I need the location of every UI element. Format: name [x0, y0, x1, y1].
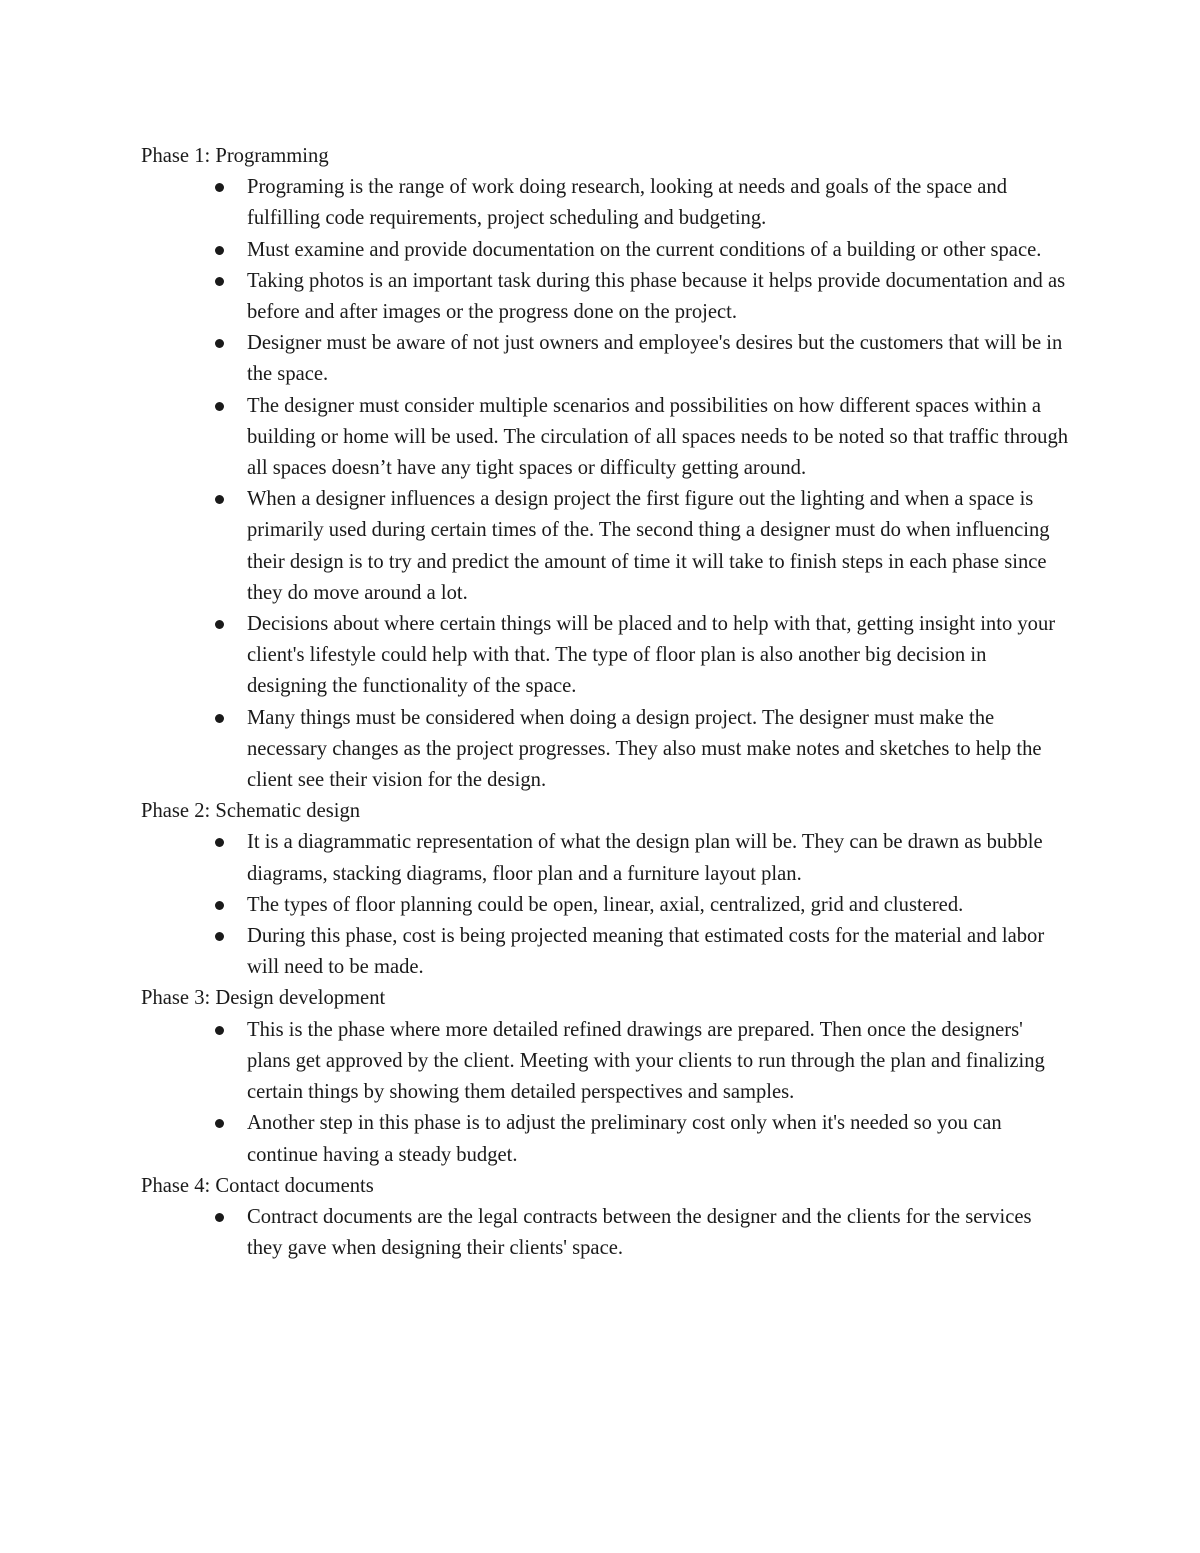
document-body	[141, 141, 1071, 1264]
bullet-item	[247, 921, 1071, 983]
bullet-text: When a designer influences a design project the first figure out the lighting and when a space is primarily used during certain times of the. The second thing a designer must do when influencing their design is to try and predict the amount of time it will take to finish steps in each phase since they do move around a lot.	[247, 488, 1050, 604]
bullet-icon	[215, 246, 224, 255]
phase-heading: Phase 4: Contact documents	[141, 1174, 374, 1197]
bullet-text: This is the phase where more detailed refined drawings are prepared. Then once the designers' plans get approved by the client. Meeting with your clients to run through the plan and finalizing certain things by showing them detailed perspectives and samples.	[247, 1018, 1045, 1104]
bullet-icon	[215, 402, 224, 411]
bullet-icon	[215, 620, 224, 629]
bullet-icon	[215, 714, 224, 723]
phase-section-1	[141, 141, 1071, 796]
bullet-text: Must examine and provide documentation on the current conditions of a building or other space.	[247, 238, 1042, 261]
bullet-icon	[215, 838, 224, 847]
bullet-list	[141, 827, 1071, 983]
bullet-item	[247, 235, 1071, 266]
bullet-text: Contract documents are the legal contracts between the designer and the clients for the services they gave when designing their clients' space.	[247, 1205, 1032, 1260]
bullet-icon	[215, 1119, 224, 1128]
bullet-icon	[215, 1026, 224, 1035]
bullet-text: Many things must be considered when doing a design project. The designer must make the necessary changes as the project progresses. They also must make notes and sketches to help the client see their vision for the design.	[247, 706, 1042, 792]
bullet-icon	[215, 183, 224, 192]
bullet-item	[247, 703, 1071, 797]
bullet-icon	[215, 901, 224, 910]
phase-section-2	[141, 796, 1071, 983]
phase-section-4	[141, 1171, 1071, 1265]
bullet-icon	[215, 339, 224, 348]
bullet-item	[247, 609, 1071, 703]
bullet-icon	[215, 932, 224, 941]
bullet-item	[247, 172, 1071, 234]
bullet-item	[247, 1015, 1071, 1109]
bullet-item	[247, 266, 1071, 328]
bullet-item	[247, 328, 1071, 390]
bullet-text: Another step in this phase is to adjust the preliminary cost only when it's needed so you can continue having a steady budget.	[247, 1112, 1002, 1166]
bullet-item	[247, 1108, 1071, 1170]
bullet-text: Decisions about where certain things will be placed and to help with that, getting insight into your client's lifestyle could help with that. The type of floor plan is also another big decision in designing the functionality of the space.	[247, 613, 1056, 698]
bullet-item	[247, 391, 1071, 485]
bullet-text: Taking photos is an important task during this phase because it helps provide documentation and as before and after images or the progress done on the project.	[247, 269, 1066, 324]
phase-heading: Phase 2: Schematic design	[141, 800, 361, 823]
bullet-icon	[215, 1213, 224, 1222]
bullet-list	[141, 1015, 1071, 1171]
bullet-list	[141, 1202, 1071, 1264]
bullet-icon	[215, 277, 224, 286]
bullet-icon	[215, 495, 224, 504]
bullet-list	[141, 172, 1071, 796]
phase-heading: Phase 3: Design development	[141, 987, 386, 1010]
bullet-text: It is a diagrammatic representation of what the design plan will be. They can be drawn as bubble diagrams, stacking diagrams, floor plan and a furniture layout plan.	[247, 831, 1043, 885]
bullet-text: The types of floor planning could be open, linear, axial, centralized, grid and clustered.	[247, 893, 964, 916]
bullet-item	[247, 890, 1071, 921]
bullet-text: Programing is the range of work doing research, looking at needs and goals of the space and fulfilling code requirements, project scheduling and budgeting.	[247, 176, 1008, 230]
bullet-item	[247, 1202, 1071, 1264]
bullet-text: During this phase, cost is being projected meaning that estimated costs for the material and labor will need to be made.	[247, 925, 1045, 979]
bullet-text: Designer must be aware of not just owners and employee's desires but the customers that will be in the space.	[247, 332, 1063, 386]
phase-section-3	[141, 983, 1071, 1170]
phase-heading: Phase 1: Programming	[141, 145, 329, 167]
bullet-item	[247, 484, 1071, 609]
bullet-text: The designer must consider multiple scenarios and possibilities on how different spaces within a building or home will be used. The circulation of all spaces needs to be noted so that traffic through all spaces doesn’t have any tight spaces or difficulty getting around.	[247, 394, 1069, 480]
bullet-item	[247, 827, 1071, 889]
